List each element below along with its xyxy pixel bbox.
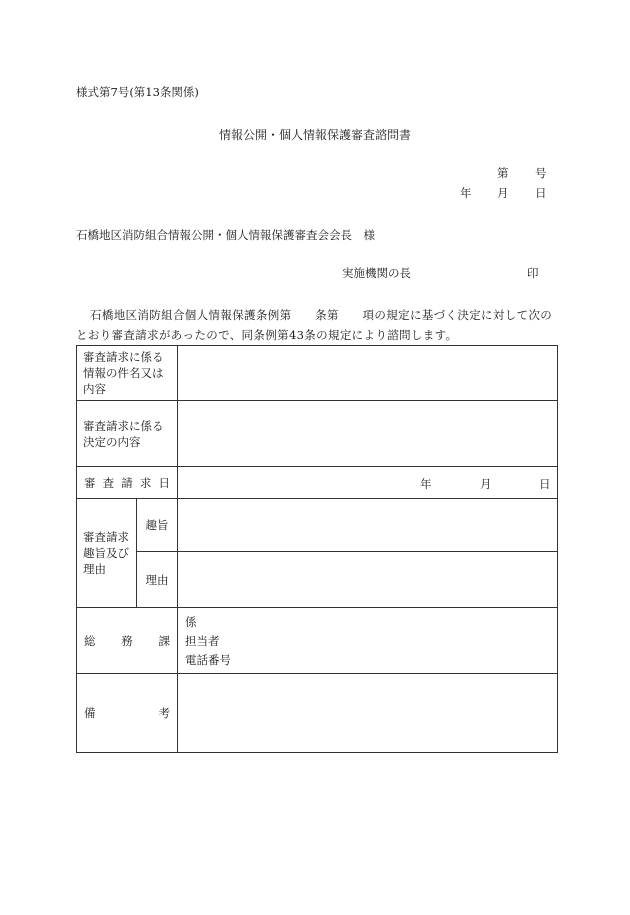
request-date-label: 審査請求日 xyxy=(77,467,178,499)
seal-mark: 印 xyxy=(527,266,539,280)
purpose-reason-label-cell xyxy=(77,499,137,608)
document-title: 情報公開・個人情報保護審査諮問書 xyxy=(218,128,411,142)
table-row xyxy=(77,401,558,467)
contact-section-label: 係 xyxy=(185,615,197,629)
request-date-field[interactable] xyxy=(178,467,558,499)
decision-label-line: 決定の内容 xyxy=(83,434,141,449)
table-row xyxy=(77,674,558,753)
contact-person-label: 担当者 xyxy=(185,634,220,648)
date-day-label: 日 xyxy=(535,186,547,200)
date-year-label: 年 xyxy=(460,186,472,200)
subject-label-cell xyxy=(77,346,178,401)
decision-label-cell xyxy=(77,401,178,467)
purpose-reason-label-line: 審査請求 xyxy=(83,530,129,544)
purpose-reason-label-line: 趣旨及び xyxy=(83,546,129,560)
purpose-reason-label-line: 理由 xyxy=(83,562,106,576)
contact-phone-label: 電話番号 xyxy=(185,653,231,667)
date-month-label: 月 xyxy=(497,186,509,200)
request-date-day: 日 xyxy=(539,477,551,491)
remarks-field[interactable] xyxy=(178,674,558,753)
table-row xyxy=(77,346,558,401)
reason-sublabel: 理由 xyxy=(137,552,178,608)
decision-field[interactable] xyxy=(178,401,558,467)
document-number-prefix: 第 xyxy=(497,166,509,180)
purpose-sublabel: 趣旨 xyxy=(137,499,178,552)
body-text-line-2: とおり審査請求があったので、同条例第43条の規定により諮問します。 xyxy=(76,328,458,342)
document-number-suffix: 号 xyxy=(535,166,547,180)
reason-field[interactable] xyxy=(178,552,558,608)
table-row xyxy=(77,608,558,674)
table-row xyxy=(77,499,558,552)
addressee-line: 石橋地区消防組合情報公開・個人情報保護審査会会長 様 xyxy=(76,228,375,242)
form-number-label: 様式第7号(第13条関係) xyxy=(76,85,199,99)
general-affairs-label: 総務課 xyxy=(77,608,178,674)
table-row xyxy=(77,467,558,499)
inquiry-form-table xyxy=(76,345,558,753)
sender-label: 実施機関の長 xyxy=(342,266,411,280)
remarks-label: 備考 xyxy=(77,674,178,753)
subject-field[interactable] xyxy=(178,346,558,401)
subject-label-line: 情報の件名又は xyxy=(83,366,164,380)
decision-label-line: 審査請求に係る xyxy=(83,418,164,433)
purpose-field[interactable] xyxy=(178,499,558,552)
request-date-year: 年 xyxy=(420,477,432,491)
table-row xyxy=(77,552,558,608)
subject-label-line: 審査請求に係る xyxy=(83,350,164,364)
body-text-line-1: 石橋地区消防組合個人情報保護条例第 条第 項の規定に基づく決定に対して次の xyxy=(90,308,553,322)
request-date-month: 月 xyxy=(480,477,492,491)
contact-field[interactable] xyxy=(178,608,558,674)
subject-label-line: 内容 xyxy=(83,382,106,396)
